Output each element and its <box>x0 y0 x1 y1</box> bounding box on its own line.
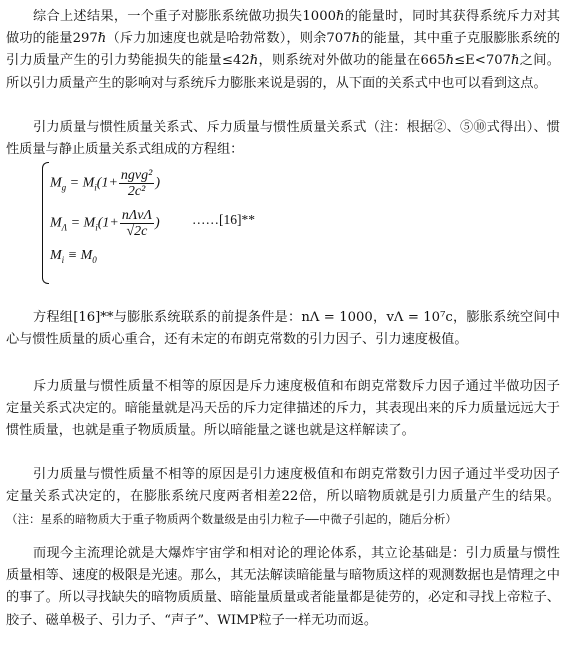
paragraph-summary: 综合上述结果，一个重子对膨胀系统做功损失1000ℏ的能量时，同时其获得系统斥力对其做功的能量297ℏ（斥力加速度也就是哈勃常数），则余707ℏ的能量，其中重子克服膨胀系统的引力质量产生的引力势能损失的能量≤42ℏ，则系统对外做功的能量在665ℏ≤E<707ℏ之间。所以引力质量产生的影响对与系统斥力膨胀来说是弱的，从下面的关系式中也可以看到这点。 <box>6 9 560 91</box>
paragraph-dark-energy: 斥力质量与惯性质量不相等的原因是斥力速度极值和布朗克常数斥力因子通过半做功因子定量关系式决定的。暗能量就是冯天岳的斥力定律描述的斥力，其表现出来的斥力质量远远大于惯性质量，也就是重子物质质量。所以暗能量之谜也就是这样解读了。 <box>6 379 560 439</box>
dark-matter-text: 引力质量与惯性质量不相等的原因是引力速度极值和布朗克常数引力因子通过半受功因子定量关系式决定的，在膨胀系统尺度两者相差22倍，所以暗物质就是引力质量产生的结果。 <box>6 467 560 505</box>
paragraph-equation-intro: 引力质量与惯性质量关系式、斥力质量与惯性质量关系式（注：根据②、⑤⑩式得出）、惯性质量与静止质量关系式组成的方程组： <box>6 120 560 158</box>
paragraph-mainstream-theory: 而现今主流理论就是大爆炸宇宙学和相对论的理论体系，其立论基础是：引力质量与惯性质量相等、速度的极限是光速。那么，其无法解读暗能量与暗物质这样的观测数据也是情理之中的事了。所以寻找缺失的暗物质质量、暗能量质量或者能量都是徒劳的，必定和寻找上帝粒子、胶子、磁单极子、引力子、“声子”、WIMP粒子一样无功而返。 <box>6 546 560 628</box>
equation-repulsive-mass: $M_\Lambda = M_i(1+$ $\frac{\text{nΛvΛ}}{√2c}$ ) <box>50 208 160 239</box>
equation-inertial-mass: $M_i \equiv M_0$ <box>50 248 97 265</box>
paragraph-dark-matter <box>6 464 560 532</box>
paragraph-premise: 方程组[16]**与膨胀系统联系的前提条件是：nΛ = 1000，vΛ = 10⁷c，膨胀系统空间中心与惯性质量的质心重合，还有未定的布朗克常数的引力因子、引力速度极值。 <box>6 310 560 348</box>
dark-matter-note: （注：星系的暗物质大于重子物质两个数量级是由引力粒子——中微子引起的，随后分析） <box>6 512 457 527</box>
equation-system <box>42 160 342 285</box>
equation-reference-label: ……[16]** <box>192 212 255 227</box>
left-brace <box>42 162 49 284</box>
equation-gravitational-mass: $M_g = M_i(1+$ $\frac{\text{ngvg²}}{\text{2c²}}$ ) <box>50 168 160 199</box>
